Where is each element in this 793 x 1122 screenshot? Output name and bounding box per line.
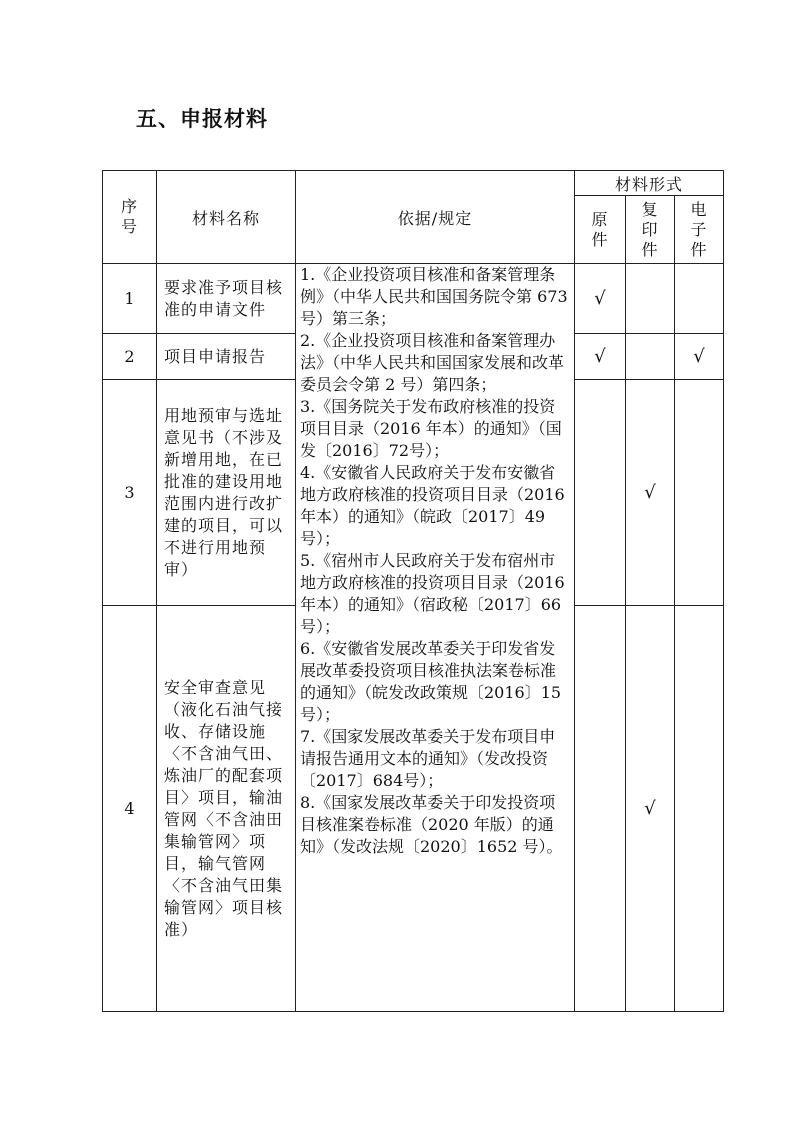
basis-cell: 1.《企业投资项目核准和备案管理条例》（中华人民共和国国务院令第 673 号）第三条； 2.《企业投资项目核准和备案管理办法》（中华人民共和国国家发展和改革委员会令第 2 号）第四条； 3.《国务院关于发布政府核准的投资项目目录（2016 年本）的通知》（国发〔2016〕72号）； 4.《安徽省人民政府关于发布安徽省地方政府核准的投资项目目录（2016 年本）的通知》（皖政〔2017〕49 号）； 5.《宿州市人民政府关于发布宿州市地方政府核准的投资项目目录（2016 年本）的通知》（宿政秘〔2017〕66 号）； 6.《安徽省发展改革委关于印发省发展改革委投资项目核准执法案卷标准的通知》（皖发改政策规〔2016〕15 号）； 7.《国家发展改革委关于发布项目申请报告通用文本的通知》（发改投资〔2017〕684号）； 8.《国家发展改革委关于印发投资项目核准案卷标准（2020 年版）的通知》（发改法规〔2020〕1652 号）。 <box>296 264 575 1012</box>
header-name: 材料名称 <box>157 171 296 264</box>
section-title: 五、申报材料 <box>136 107 268 131</box>
materials-table <box>102 170 724 1012</box>
row-copy-mark: √ <box>626 380 675 606</box>
row-copy-mark <box>626 334 675 380</box>
header-seq <box>103 171 157 264</box>
row-original-mark <box>575 380 626 606</box>
row-material-name: 要求准予项目核准的申请文件 <box>157 264 296 334</box>
header-basis: 依据/规定 <box>296 171 575 264</box>
row-seq: 1 <box>103 264 157 334</box>
header-form-group: 材料形式 <box>575 171 724 196</box>
header-electronic <box>675 196 724 264</box>
row-seq: 3 <box>103 380 157 606</box>
header-original-label: 原件 <box>591 209 609 249</box>
row-copy-mark <box>626 264 675 334</box>
row-original-mark: √ <box>575 334 626 380</box>
row-electronic-mark <box>675 606 724 1012</box>
row-electronic-mark <box>675 264 724 334</box>
table-row <box>103 264 724 334</box>
row-seq: 4 <box>103 606 157 1012</box>
header-copy <box>626 196 675 264</box>
header-copy-label: 复印件 <box>641 199 659 259</box>
row-material-name: 项目申请报告 <box>157 334 296 380</box>
row-seq: 2 <box>103 334 157 380</box>
header-seq-label: 序号 <box>120 197 138 236</box>
row-material-name: 用地预审与选址意见书（不涉及新增用地，在已批准的建设用地范围内进行改扩建的项目，可以不进行用地预审） <box>157 380 296 606</box>
row-copy-mark: √ <box>626 606 675 1012</box>
header-original <box>575 196 626 264</box>
header-electronic-label: 电子件 <box>690 199 708 259</box>
row-material-name: 安全审查意见（液化石油气接收、存储设施〈不含油气田、炼油厂的配套项目〉项目，输油管网〈不含油田集输管网〉项目，输气管网〈不含油气田集输管网〉项目核准） <box>157 606 296 1012</box>
row-electronic-mark: √ <box>675 334 724 380</box>
row-electronic-mark <box>675 380 724 606</box>
row-original-mark <box>575 606 626 1012</box>
row-original-mark: √ <box>575 264 626 334</box>
